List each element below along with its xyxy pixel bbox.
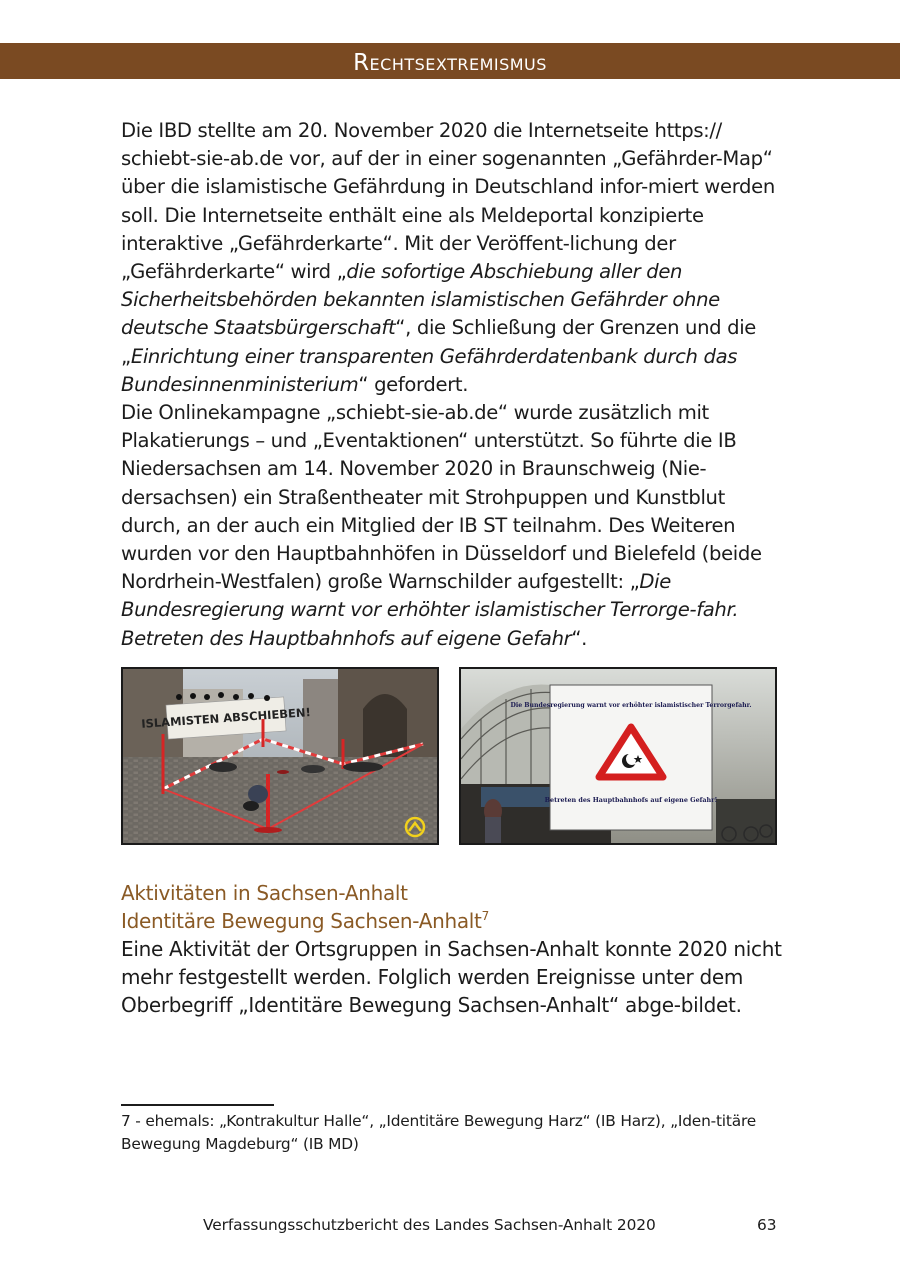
sign-top-text: Die Bundesregierung warnt vor erhöhter islamistischer Terrorgefahr. xyxy=(510,702,752,709)
footnote-divider xyxy=(121,1104,274,1106)
heading-aktivitaeten: Aktivitäten in Sachsen-Anhalt xyxy=(121,881,408,905)
paragraph-onlinekampagne: Die Onlinekampagne „schiebt-sie-ab.de“ wurde zusätzlich mit Plakatierungs – und „Eventaktionen“ unterstützt. So führte die IB Niedersachsen am 14. November 2020 in Braunschweig (Nie-dersachsen) ein Straßentheater mit Strohpuppen und Kunstblut durch, an der auch ein Mitglied der IB ST teilnahm. Des Weiteren wurden vor den Hauptbahnhöfen in Düsseldorf und Bielefeld (beide Nordrhein-Westfalen) große Warnschilder aufgestellt: „Die Bundesregierung warnt vor erhöhter islamistischer Terrorge-fahr. Betreten des Hauptbahnhofs auf eigene Gefahr“. xyxy=(121,401,762,650)
footnote: 7 - ehemals: „Kontrakultur Halle“, „Identitäre Bewegung Harz“ (IB Harz), „Iden-titäre Bewegung Magdeburg“ (IB MD) xyxy=(121,1112,757,1153)
quote-abschiebung: die sofortige Abschiebung aller den Sicherheitsbehörden bekannten islamistischen Gefährder ohne deutsche Staatsbürgerschaft xyxy=(121,260,720,340)
street-theater-image xyxy=(123,669,437,843)
main-body-text xyxy=(121,117,786,653)
sign-bottom-text: Betreten des Hauptbahnhofs auf eigene Gefahr! xyxy=(544,796,718,804)
heading-identitaere-bewegung: Identitäre Bewegung Sachsen-Anhalt$^7$ xyxy=(121,909,489,933)
section-title: Rechtsextremismus xyxy=(353,50,547,76)
photo-street-theater xyxy=(121,667,439,845)
quote-warnschild: Die Bundesregierung warnt vor erhöhter islamistischer Terrorge-fahr. Betreten des Hauptbahnhofs auf eigene Gefahr xyxy=(121,570,739,650)
header-bar xyxy=(0,43,900,79)
banner-text: ISLAMISTEN ABSCHIEBEN! xyxy=(140,705,312,731)
section-paragraph: Eine Aktivität der Ortsgruppen in Sachsen-Anhalt konnte 2020 nicht mehr festgestellt werden. Folglich werden Ereignisse unter dem Oberbegriff „Identitäre Bewegung Sachsen-Anhalt“ abge-bildet. xyxy=(121,937,782,1017)
paragraph-gefaehrderkarte: Die IBD stellte am 20. November 2020 die Internetseite https:// schiebt-sie-ab.de vor, auf der in einer sogenannten „Gefährder-Map“ über die islamistische Gefährdung in Deutschland infor-miert werden soll. Die Internetseite enthält eine als Meldeportal konzipierte interaktive „Gefährderkarte“. Mit der Veröffent-lichung der „Gefährderkarte“ wird „die sofortige Abschiebung aller den Sicherheitsbehörden bekannten islamistischen Gefährder ohne deutsche Staatsbürgerschaft“, die Schließung der Grenzen und die „Einrichtung einer transparenten Gefährderdatenbank durch das Bundesinnenministerium“ gefordert. xyxy=(121,119,775,396)
footer-publication-title: Verfassungsschutzbericht des Landes Sachsen-Anhalt 2020 xyxy=(203,1216,656,1234)
footnote-reference: 7 xyxy=(481,909,489,923)
quote-datenbank: Einrichtung einer transparenten Gefährderdatenbank durch das Bundesinnenministerium xyxy=(121,344,738,396)
photo-warning-sign xyxy=(459,667,777,845)
warning-sign-image xyxy=(461,669,775,843)
page-number: 63 xyxy=(757,1216,777,1234)
